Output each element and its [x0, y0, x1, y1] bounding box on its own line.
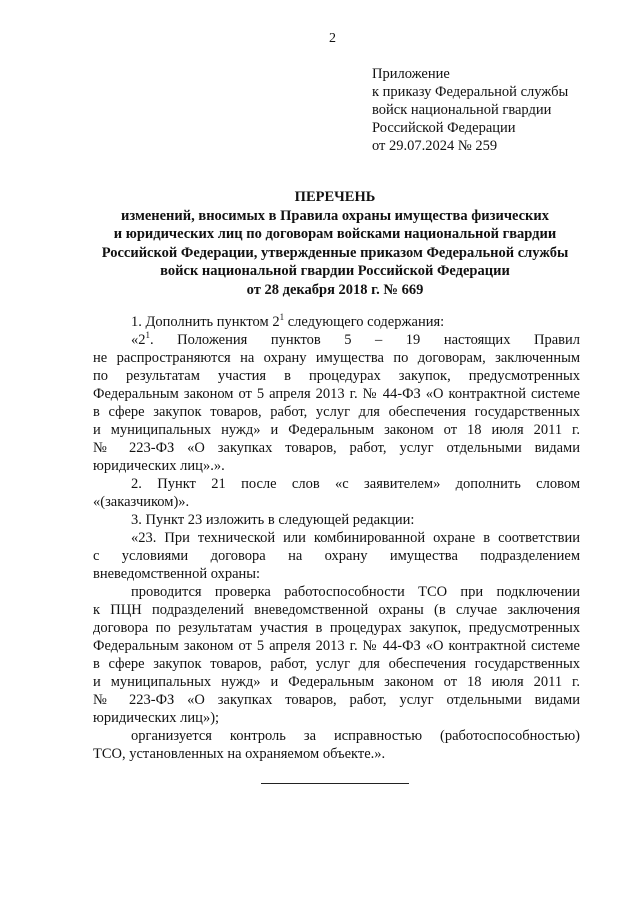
paragraph-line: с условиями договора на охрану имущества подразделением [93, 548, 580, 564]
paragraph-line: договора по результатам участия в процедурах закупок, предусмотренных [93, 620, 580, 636]
document-heading [90, 188, 580, 299]
paragraph-line: в сфере закупок товаров, работ, услуг для обеспечения государственных [93, 404, 580, 420]
page-number: 2 [329, 31, 336, 46]
approval-block [372, 65, 568, 155]
paragraph-line: 3. Пункт 23 изложить в следующей редакции: [131, 512, 415, 528]
paragraph-5 [93, 529, 580, 583]
paragraph-1 [93, 313, 580, 331]
paragraph-line: организуется контроль за исправностью (работоспособностью) [131, 728, 580, 744]
paragraph-line: «$2^1$. Положения пунктов 5 – 19 настоящих Правил [131, 330, 580, 348]
heading-line: Российской Федерации, утвержденные приказом Федеральной службы [101, 244, 569, 261]
heading-line: изменений, вносимых в Правила охраны имущества физических [120, 207, 550, 224]
approval-line: от 29.07.2024 № 259 [372, 138, 498, 154]
superscript: 1 [279, 312, 285, 323]
paragraph-line: не распространяются на охрану имущества по договорам, заключенным [93, 350, 580, 366]
paragraph-2 [93, 331, 580, 475]
paragraph-line: Федеральным законом от 5 апреля 2013 г. № 44-ФЗ «О контрактной системе [93, 638, 580, 654]
superscript: 1 [145, 330, 150, 341]
paragraph-line: ТСО, установленных на охраняемом объекте.». [93, 746, 386, 762]
paragraph-line: юридических лиц»); [93, 710, 220, 726]
paragraph-line: 2. Пункт 21 после слов «с заявителем» дополнить словом [131, 476, 580, 492]
paragraph-line: в сфере закупок товаров, работ, услуг для обеспечения государственных [93, 656, 580, 672]
paragraph-line: «23. При технической или комбинированной охране в соответствии [131, 530, 580, 546]
paragraph-line: 1. Дополнить пунктом $2^1$ следующего содержания: [131, 312, 445, 330]
heading-line: и юридических лиц по договорам войсками национальной гвардии [113, 226, 557, 242]
paragraph-line: проводится проверка работоспособности ТСО при подключении [131, 584, 580, 600]
paragraph-4 [93, 511, 580, 529]
paragraph-line: и муниципальных нужд» и Федеральным законом от 18 июля 2011 г. [93, 674, 580, 690]
paragraph-6 [93, 583, 580, 727]
paragraph-line: по результатам участия в процедурах закупок, предусмотренных [93, 368, 580, 384]
paragraph-line: № 223-ФЗ «О закупках товаров, работ, услуг отдельными видами [93, 440, 580, 456]
paragraph-line: к ПЦН подразделений вневедомственной охраны (в случае заключения [93, 602, 580, 618]
paragraph-line: «(заказчиком)». [93, 494, 190, 510]
approval-line: Приложение [372, 66, 450, 82]
paragraph-line: юридических лиц».». [93, 458, 225, 474]
heading-line: войск национальной гвардии Российской Федерации [160, 263, 510, 279]
closing-divider [261, 783, 409, 784]
paragraph-line: Федеральным законом от 5 апреля 2013 г. № 44-ФЗ «О контрактной системе [93, 386, 580, 402]
paragraph-line: и муниципальных нужд» и Федеральным законом от 18 июля 2011 г. [93, 422, 580, 438]
heading-title: ПЕРЕЧЕНЬ [294, 189, 376, 205]
paragraph-3 [93, 475, 580, 511]
paragraph-7 [93, 727, 580, 763]
heading-line: от 28 декабря 2018 г. № 669 [246, 281, 424, 298]
approval-line: Российской Федерации [372, 120, 516, 136]
paragraph-line: № 223-ФЗ «О закупках товаров, работ, услуг отдельными видами [93, 692, 580, 708]
approval-line: к приказу Федеральной службы [372, 84, 569, 100]
approval-line: войск национальной гвардии [372, 102, 552, 118]
paragraph-line: вневедомственной охраны: [93, 566, 261, 582]
document-body [93, 313, 580, 763]
